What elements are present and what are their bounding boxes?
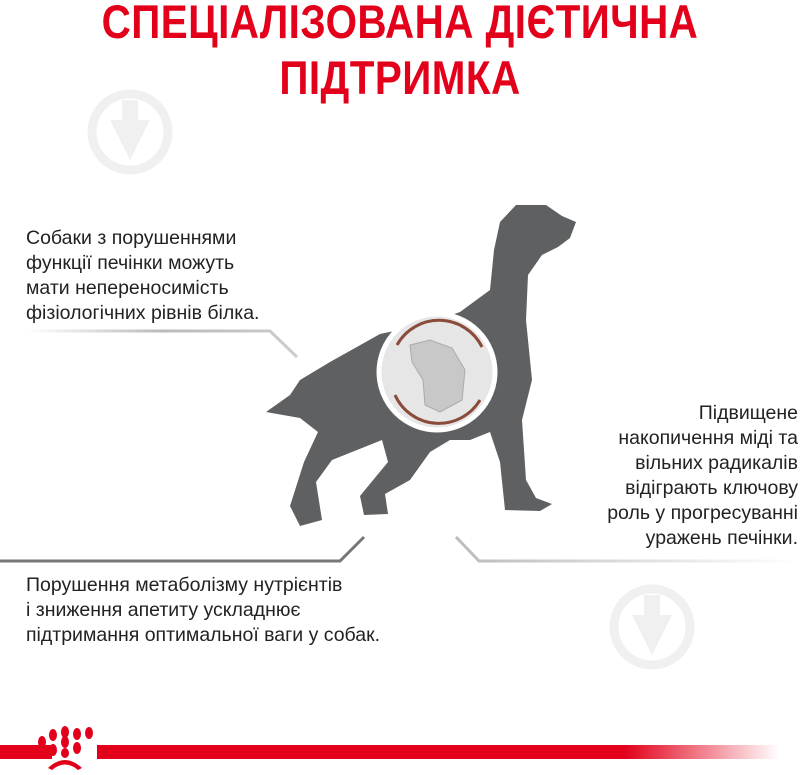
text-line: вільних радикалів — [635, 452, 798, 474]
text-line: Підвищене — [698, 402, 798, 424]
callout-text-top-left — [26, 226, 259, 326]
text-line: накопичення міді та — [618, 427, 798, 449]
royal-canin-logo — [0, 726, 800, 770]
liver-circle-icon — [379, 314, 495, 430]
text-line: фізіологічних рівнів білка. — [26, 302, 260, 324]
callout-text-right — [607, 401, 798, 551]
callout-line-top-left — [25, 331, 297, 357]
callout-line-bottom-left — [0, 537, 364, 561]
title-line-2: ПІДТРИМКА — [279, 51, 521, 104]
text-line: роль у прогресуванні — [607, 502, 798, 524]
text-line: Порушення метаболізму нутрієнтів — [26, 574, 343, 596]
callout-text-bottom-left — [26, 573, 380, 648]
text-line: Собаки з порушеннями — [26, 227, 237, 249]
text-line: мати непереносимість — [26, 277, 229, 299]
text-line: і зниження апетиту ускладнює — [26, 599, 301, 621]
text-line: функції печінки можуть — [26, 252, 235, 274]
text-line: уражень печінки. — [645, 527, 798, 549]
text-line: відіграють ключову — [625, 477, 798, 499]
title-line-1: СПЕЦІАЛІЗОВАНА ДІЄТИЧНА — [101, 0, 699, 48]
text-line: підтримання оптимальної ваги у собак. — [26, 624, 381, 646]
